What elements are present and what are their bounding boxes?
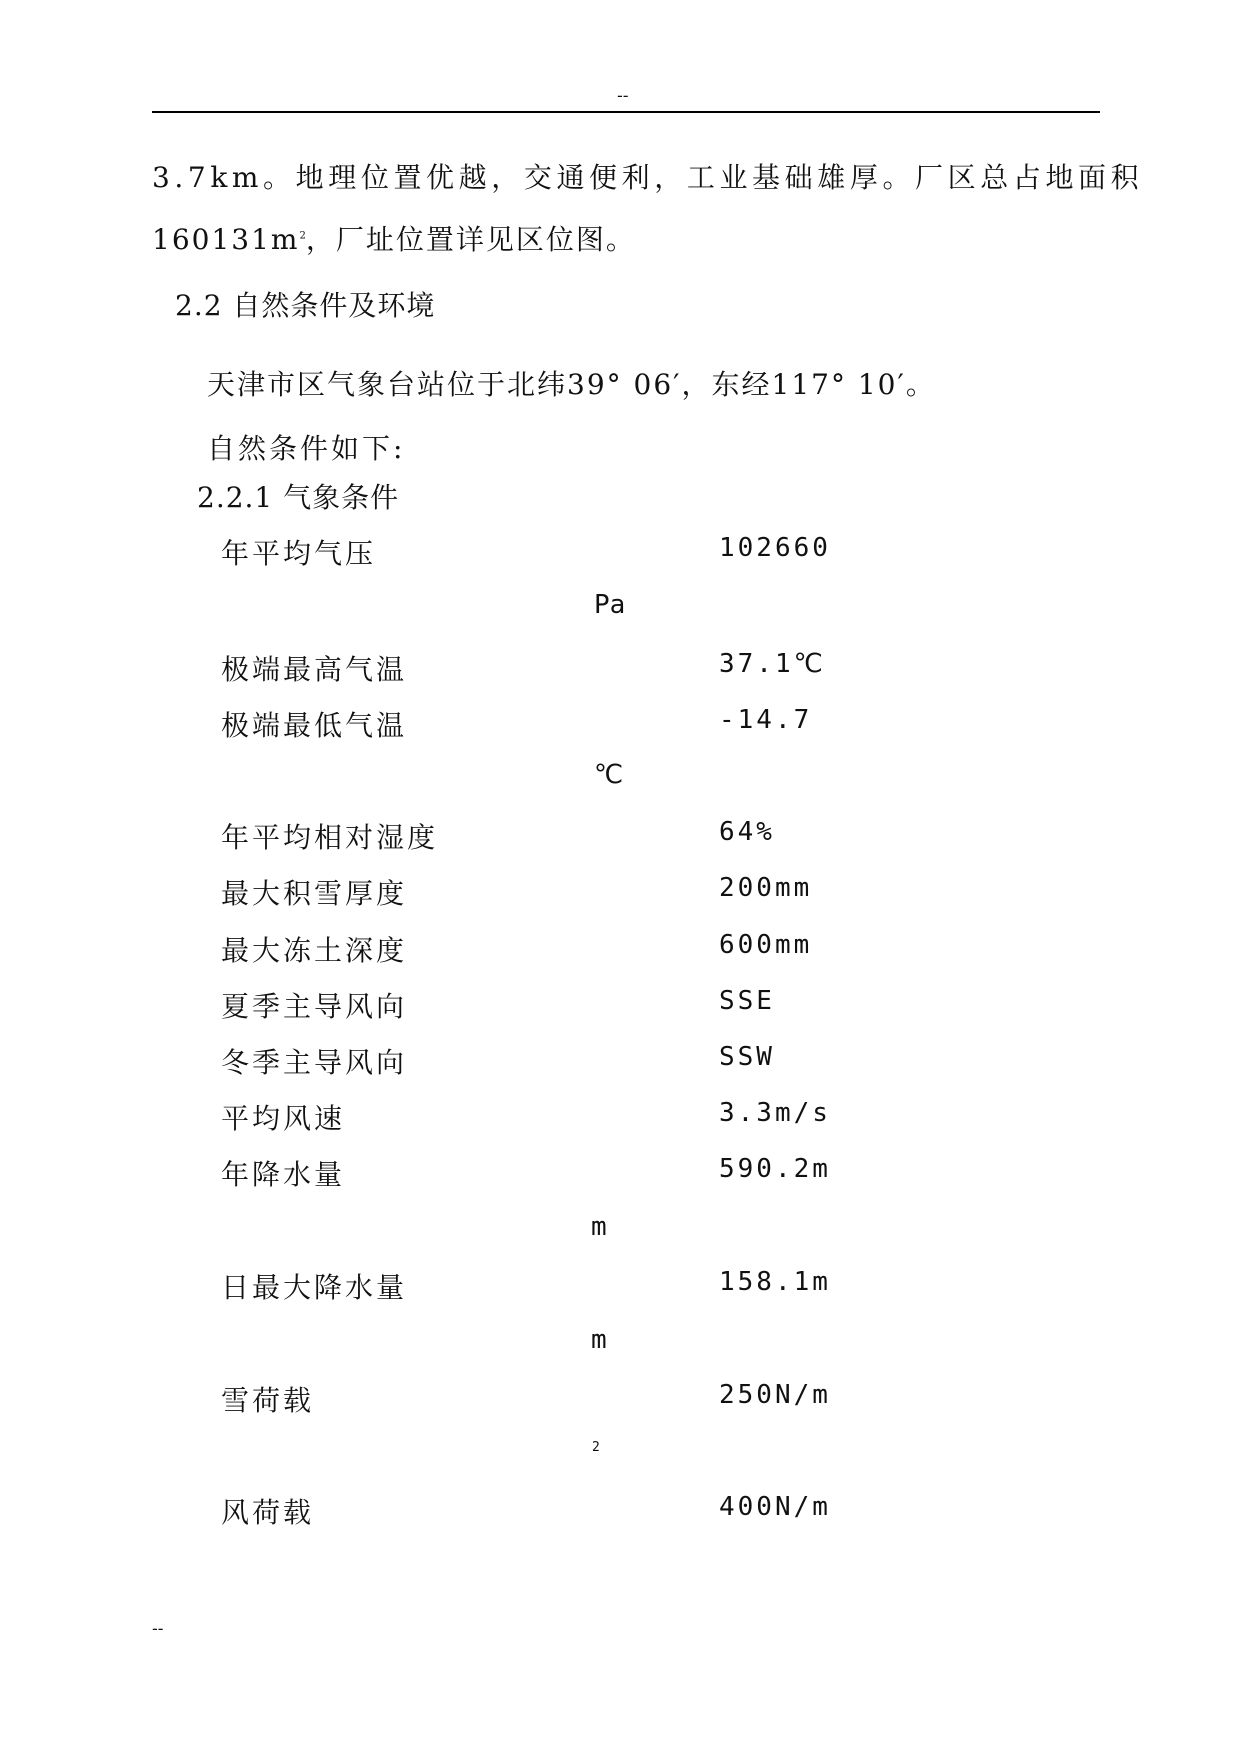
condition-label-mean-pressure: 年平均气压	[221, 537, 377, 570]
condition-value-wrap-min-temp: ℃	[594, 760, 624, 790]
condition-label-summer-wind: 夏季主导风向	[221, 990, 408, 1023]
condition-label-wind-speed: 平均风速	[221, 1102, 346, 1135]
condition-value-humidity: 64%	[719, 817, 775, 847]
condition-label-annual-precip: 年降水量	[221, 1158, 346, 1191]
paragraph-line-2-rest: ，厂址位置详见区位图。	[305, 223, 636, 256]
condition-label-wind-load: 风荷载	[221, 1496, 315, 1529]
header-rule	[152, 111, 1100, 113]
condition-value-snow-depth: 200mm	[719, 873, 813, 903]
condition-value-wind-load: 400N/m	[719, 1492, 831, 1522]
conditions-intro: 自然条件如下:	[207, 432, 406, 465]
condition-value-wind-speed: 3.3m/s	[719, 1098, 831, 1128]
condition-value-wrap-mean-pressure: Pa	[594, 590, 626, 620]
condition-value-wrap-annual-precip: m	[591, 1212, 607, 1242]
area-unit-superscript: 2	[299, 230, 306, 242]
condition-value-frost-depth: 600mm	[719, 930, 813, 960]
condition-value-winter-wind: SSW	[719, 1042, 775, 1072]
condition-value-snow-load: 250N/m	[719, 1380, 831, 1410]
condition-value-wrap-snow-load: 2	[592, 1440, 600, 1455]
condition-label-min-temp: 极端最低气温	[221, 709, 408, 742]
page-header-mark: --	[617, 86, 629, 105]
condition-value-annual-precip: 590.2m	[719, 1154, 831, 1184]
condition-value-wrap-daily-precip: m	[591, 1325, 607, 1355]
page-footer-mark: --	[152, 1619, 164, 1638]
condition-label-max-temp: 极端最高气温	[221, 653, 408, 686]
condition-label-snow-load: 雪荷载	[221, 1384, 315, 1417]
condition-label-daily-precip: 日最大降水量	[221, 1271, 408, 1304]
condition-label-winter-wind: 冬季主导风向	[221, 1046, 408, 1079]
condition-value-mean-pressure: 102660	[719, 533, 831, 563]
condition-value-daily-precip: 158.1m	[719, 1267, 831, 1297]
condition-label-snow-depth: 最大积雪厚度	[221, 877, 408, 910]
section-heading: 2.2 自然条件及环境	[175, 289, 436, 322]
condition-value-min-temp: -14.7	[719, 705, 813, 735]
site-area-value: 160131m	[152, 223, 300, 256]
paragraph-line-2	[152, 218, 636, 258]
condition-value-max-temp: 37.1℃	[719, 649, 826, 679]
subsection-heading: 2.2.1 气象条件	[197, 481, 400, 514]
condition-label-humidity: 年平均相对湿度	[221, 821, 439, 854]
station-location-text: 天津市区气象台站位于北纬39° 06′，东经117° 10′。	[207, 368, 936, 401]
condition-value-summer-wind: SSE	[719, 986, 775, 1016]
condition-label-frost-depth: 最大冻土深度	[221, 934, 408, 967]
paragraph-line-1: 3.7km。地理位置优越，交通便利，工业基础雄厚。厂区总占地面积	[152, 161, 1144, 194]
